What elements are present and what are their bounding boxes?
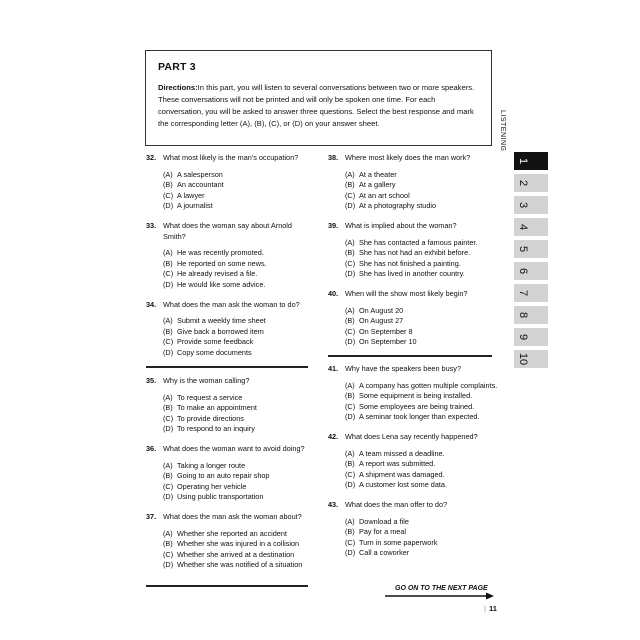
tab-label: 8 — [517, 311, 529, 319]
option-letter: (A) — [163, 169, 173, 179]
option-d — [345, 480, 498, 491]
option-letter: (B) — [345, 180, 355, 190]
tab-part-9[interactable] — [514, 328, 548, 348]
option-letter: (B) — [163, 258, 173, 268]
question-number: 33. — [146, 220, 157, 230]
option-text: At a gallery — [359, 180, 396, 190]
option-letter: (D) — [163, 560, 174, 570]
option-d — [345, 412, 498, 423]
option-text: A report was submitted. — [359, 459, 436, 469]
option-letter: (C) — [163, 337, 174, 347]
option-a — [345, 238, 498, 249]
option-text: On August 20 — [359, 305, 404, 315]
option-text: Call a coworker — [359, 548, 410, 558]
right-column-lower — [328, 364, 498, 559]
option-text: She has lived in another country. — [359, 269, 465, 279]
tab-part-1[interactable] — [514, 152, 548, 172]
option-text: A lawyer — [177, 190, 205, 200]
option-c — [345, 327, 498, 338]
option-letter: (D) — [345, 548, 356, 558]
question-33 — [146, 221, 316, 291]
option-a — [163, 170, 316, 181]
question-text: What most likely is the man's occupation? — [163, 153, 299, 162]
question-41 — [328, 364, 498, 423]
option-letter: (D) — [345, 337, 356, 347]
option-c — [345, 538, 498, 549]
option-letter: (D) — [345, 480, 356, 490]
option-text: At a photography studio — [359, 201, 437, 211]
option-text: To make an appointment — [177, 403, 257, 413]
tab-label: 2 — [517, 179, 529, 187]
option-text: He already revised a file. — [177, 269, 258, 279]
option-text: Some employees are being trained. — [359, 401, 475, 411]
option-c — [345, 402, 498, 413]
option-text: An accountant — [177, 180, 224, 190]
question-number: 39. — [328, 220, 339, 230]
question-number: 32. — [146, 153, 157, 162]
question-text: What does the woman want to avoid doing? — [163, 443, 305, 453]
option-letter: (B) — [163, 326, 173, 336]
question-number: 34. — [146, 299, 157, 309]
option-d — [345, 548, 498, 559]
tab-label: 3 — [517, 201, 529, 209]
tab-part-3[interactable] — [514, 196, 548, 216]
option-b — [163, 539, 316, 550]
tab-label: 6 — [517, 267, 529, 275]
question-37 — [146, 512, 316, 571]
option-letter: (A) — [163, 392, 173, 402]
option-letter: (C) — [163, 190, 174, 200]
option-text: She has not finished a painting. — [359, 258, 461, 268]
option-b — [163, 180, 316, 191]
option-c — [345, 259, 498, 270]
option-d — [345, 337, 498, 348]
option-letter: (B) — [163, 403, 173, 413]
tab-label: 10 — [517, 352, 529, 366]
option-text: A customer lost some data. — [359, 480, 448, 490]
option-d — [163, 424, 316, 435]
option-letter: (D) — [163, 424, 174, 434]
option-letter: (D) — [345, 412, 356, 422]
question-number: 38. — [328, 153, 339, 162]
option-b — [345, 316, 498, 327]
tab-label: 7 — [517, 289, 529, 297]
part-title: PART 3 — [158, 61, 196, 73]
option-text: She has not had an exhibit before. — [359, 248, 471, 258]
section-divider — [146, 585, 308, 587]
directions-box — [145, 50, 492, 146]
question-number: 35. — [146, 376, 157, 385]
option-text: On August 27 — [359, 316, 404, 326]
option-text: At a theater — [359, 169, 397, 179]
question-35 — [146, 376, 316, 435]
option-text: Give back a borrowed item — [177, 326, 264, 336]
option-a — [345, 170, 498, 181]
option-letter: (D) — [163, 201, 174, 211]
question-42 — [328, 432, 498, 491]
question-36 — [146, 444, 316, 503]
question-text: What is implied about the woman? — [345, 220, 457, 230]
page-number: | 11 — [484, 604, 497, 613]
option-letter: (C) — [345, 401, 356, 411]
option-text: Turn in some paperwork — [359, 537, 438, 547]
option-a — [163, 529, 316, 540]
option-d — [345, 269, 498, 280]
option-letter: (C) — [163, 269, 174, 279]
option-letter: (B) — [345, 248, 355, 258]
option-letter: (D) — [163, 347, 174, 357]
question-text: When will the show most likely begin? — [345, 288, 468, 298]
option-letter: (B) — [163, 539, 173, 549]
option-text: Some equipment is being installed. — [359, 391, 473, 401]
question-text: What does Lena say recently happened? — [345, 431, 478, 441]
option-d — [163, 492, 316, 503]
option-b — [345, 248, 498, 259]
left-column — [146, 153, 316, 359]
question-text: What does the man offer to do? — [345, 499, 448, 509]
option-letter: (A) — [345, 305, 355, 315]
question-text: Why is the woman calling? — [163, 376, 250, 385]
option-a — [163, 248, 316, 259]
right-column — [328, 153, 498, 348]
section-divider — [328, 355, 492, 357]
option-text: A team missed a deadline. — [359, 448, 445, 458]
option-letter: (B) — [345, 391, 355, 401]
option-text: Whether she arrived at a destination — [177, 549, 295, 559]
option-c — [163, 337, 316, 348]
option-letter: (D) — [345, 269, 356, 279]
option-b — [163, 327, 316, 338]
question-text: What does the woman say about Arnold Smith? — [163, 220, 292, 241]
question-text: What does the man ask the woman about? — [163, 511, 302, 521]
option-text: Submit a weekly time sheet — [177, 316, 266, 326]
question-number: 36. — [146, 443, 157, 453]
tab-label: 9 — [517, 333, 529, 341]
option-b — [163, 259, 316, 270]
option-text: To provide directions — [177, 413, 244, 423]
question-32 — [146, 153, 316, 212]
option-letter: (A) — [345, 380, 355, 390]
option-text: To request a service — [177, 392, 243, 402]
option-text: Operating her vehicle — [177, 481, 247, 491]
option-text: Going to an auto repair shop — [177, 471, 270, 481]
option-letter: (A) — [345, 169, 355, 179]
question-number: 41. — [328, 364, 339, 373]
option-text: He was recently promoted. — [177, 248, 264, 258]
option-c — [345, 191, 498, 202]
tab-part-5[interactable] — [514, 240, 548, 260]
option-text: A company has gotten multiple complaints. — [359, 380, 498, 390]
option-a — [345, 517, 498, 528]
option-text: He would like some advice. — [177, 279, 266, 289]
option-text: He reported on some news. — [177, 258, 267, 268]
arrow-right-icon — [385, 592, 495, 600]
option-b — [163, 471, 316, 482]
directions-label: Directions: — [158, 83, 198, 92]
option-text: Whether she was injured in a collision — [177, 539, 300, 549]
option-letter: (C) — [163, 413, 174, 423]
option-text: Copy some documents — [177, 347, 252, 357]
option-text: On September 8 — [359, 326, 413, 336]
option-a — [163, 461, 316, 472]
page-number-value: 11 — [488, 604, 497, 613]
option-letter: (D) — [163, 279, 174, 289]
question-number: 37. — [146, 511, 157, 521]
option-text: Provide some feedback — [177, 337, 254, 347]
option-a — [345, 449, 498, 460]
option-text: A seminar took longer than expected. — [359, 412, 480, 422]
option-a — [163, 316, 316, 327]
option-text: She has contacted a famous painter. — [359, 237, 478, 247]
option-text: A shipment was damaged. — [359, 469, 445, 479]
tab-label: 1 — [517, 157, 529, 165]
option-text: Taking a longer route — [177, 460, 246, 470]
option-letter: (B) — [345, 459, 355, 469]
option-letter: (A) — [163, 316, 173, 326]
option-text: A journalist — [177, 201, 213, 211]
option-letter: (B) — [345, 527, 355, 537]
option-c — [163, 482, 316, 493]
tab-part-8[interactable] — [514, 306, 548, 326]
go-on-text: GO ON TO THE NEXT PAGE — [395, 585, 488, 592]
option-letter: (C) — [345, 190, 356, 200]
option-letter: (C) — [345, 326, 356, 336]
option-a — [345, 306, 498, 317]
option-letter: (A) — [345, 516, 355, 526]
option-c — [163, 191, 316, 202]
question-34 — [146, 300, 316, 359]
option-letter: (A) — [163, 460, 173, 470]
option-d — [163, 560, 316, 571]
option-d — [345, 201, 498, 212]
tab-part-7[interactable] — [514, 284, 548, 304]
option-text: Pay for a meal — [359, 527, 407, 537]
option-letter: (C) — [345, 469, 356, 479]
question-text: Where most likely does the man work? — [345, 153, 471, 162]
option-d — [163, 201, 316, 212]
option-letter: (B) — [163, 180, 173, 190]
tab-part-6[interactable] — [514, 262, 548, 282]
option-text: At an art school — [359, 190, 410, 200]
option-letter: (C) — [163, 549, 174, 559]
question-38 — [328, 153, 498, 212]
option-letter: (B) — [163, 471, 173, 481]
option-letter: (A) — [163, 248, 173, 258]
tab-label: 5 — [517, 245, 529, 253]
option-letter: (A) — [345, 237, 355, 247]
option-text: Using public transportation — [177, 492, 264, 502]
option-c — [345, 470, 498, 481]
question-40 — [328, 289, 498, 348]
left-column-lower — [146, 376, 316, 571]
section-label: LISTENING — [499, 110, 506, 152]
option-letter: (A) — [345, 448, 355, 458]
question-43 — [328, 500, 498, 559]
option-b — [345, 391, 498, 402]
option-letter: (C) — [345, 258, 356, 268]
option-text: A salesperson — [177, 169, 223, 179]
tab-part-2[interactable] — [514, 174, 548, 194]
option-text: Whether she reported an accident — [177, 528, 287, 538]
option-a — [345, 381, 498, 392]
option-letter: (D) — [345, 201, 356, 211]
option-text: To respond to an inquiry — [177, 424, 255, 434]
question-39 — [328, 221, 498, 280]
option-text: Download a file — [359, 516, 409, 526]
tab-part-10[interactable] — [514, 350, 548, 370]
option-letter: (D) — [163, 492, 174, 502]
section-divider — [146, 366, 308, 368]
option-b — [345, 459, 498, 470]
option-c — [163, 269, 316, 280]
option-d — [163, 348, 316, 359]
option-b — [345, 527, 498, 538]
option-d — [163, 280, 316, 291]
question-number: 40. — [328, 288, 339, 298]
option-a — [163, 393, 316, 404]
option-text: Whether she was notified of a situation — [177, 560, 303, 570]
option-b — [345, 180, 498, 191]
tab-label: 4 — [517, 223, 529, 231]
option-letter: (A) — [163, 528, 173, 538]
option-letter: (C) — [345, 537, 356, 547]
option-letter: (C) — [163, 481, 174, 491]
question-text: Why have the speakers been busy? — [345, 364, 462, 373]
option-b — [163, 403, 316, 414]
question-number: 43. — [328, 499, 339, 509]
option-c — [163, 550, 316, 561]
question-number: 42. — [328, 431, 339, 441]
directions-text — [158, 82, 479, 130]
directions-body: In this part, you will listen to several conversations between two or more speakers. These conversations will not be printed and will only be spoken one time. For each conversation, you will be asked to answer three questions. Select the best response and mark the corresponding letter (A), (B), (C), or (D) on your answer sheet. — [158, 83, 475, 128]
tab-part-4[interactable] — [514, 218, 548, 238]
option-c — [163, 414, 316, 425]
question-text: What does the man ask the woman to do? — [163, 299, 300, 309]
option-letter: (B) — [345, 316, 355, 326]
option-text: On September 10 — [359, 337, 417, 347]
